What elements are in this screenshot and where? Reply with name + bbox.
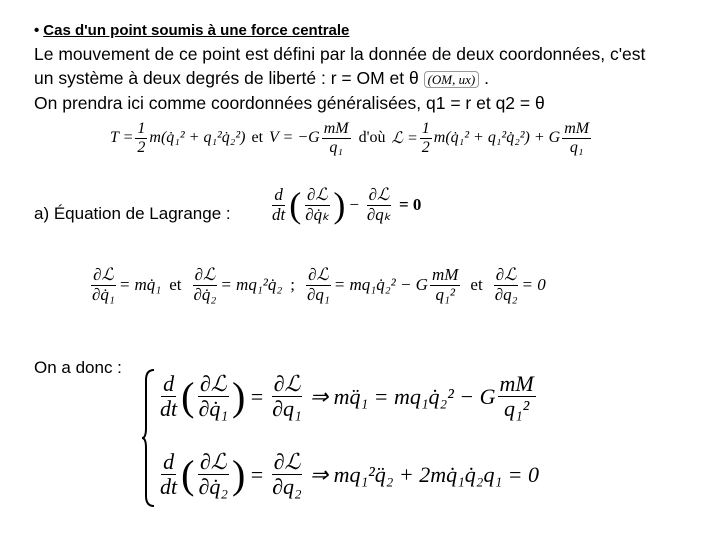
T-rhs: m(q̇₁² + q₁²q̇₂²) (149, 129, 246, 147)
left-paren: ( (289, 185, 302, 225)
partial-4: $\frac{\text{∂ℒ}}{\text{∂q₂}}$ (494, 265, 518, 304)
partial-1-rhs: = mq̇₁ (118, 275, 162, 295)
conclusion-label: On a donc : (34, 358, 122, 377)
paragraph-line-3: On prendra ici comme coordonnées généralisées, q1 = r et q2 = θ (34, 93, 545, 113)
d-dt-fraction: $\frac{d}{dt}$ (272, 184, 286, 224)
system-brace (142, 368, 156, 508)
eq1-d-dt: $\frac{d}{dt}$ (160, 371, 178, 422)
lagrange-equation (268, 184, 421, 226)
eq1-implies: ⇒ mq̈₁ = mq₁q̇₂² − G (309, 383, 496, 409)
partial-2: $\frac{\text{∂ℒ}}{\text{∂q̇₂}}$ (193, 265, 217, 304)
partial-4-rhs: = 0 (521, 275, 546, 295)
eq2-rhs-fraction: $\frac{\text{∂ℒ}}{\text{∂q₂}}$ (272, 449, 302, 500)
V-fraction: $\frac{mM}{\text{q₁}}$ (323, 120, 349, 156)
semicolon: ; (290, 275, 295, 295)
eq2-d-dt: $\frac{d}{dt}$ (160, 449, 178, 500)
V-lhs: V = −G (269, 129, 320, 147)
conclusion-equation-2 (156, 450, 539, 499)
bullet-icon: • (34, 22, 40, 39)
paragraph-line-2-text: un système à deux degrés de liberté : r = OM et θ (34, 68, 419, 88)
title-text: Cas d'un point soumis à une force centrale (43, 22, 350, 39)
lagrange-label: a) Équation de Lagrange : (34, 204, 231, 223)
L-lhs: ℒ = (391, 130, 418, 148)
et-word-2: et (470, 275, 483, 295)
eq2-implies: ⇒ mq₁²q̈₂ + 2mq̇₁q̇₂q₁ = 0 (309, 461, 539, 487)
et-word-1: et (169, 275, 182, 295)
L-fraction: $\frac{mM}{\text{q₁}}$ (564, 120, 590, 156)
paragraph-line-2 (34, 68, 489, 89)
partial-1: $\frac{\text{∂ℒ}}{\text{∂q̇₁}}$ (92, 265, 115, 304)
eq1-lhs-fraction: $\frac{\text{∂ℒ}}{\text{∂q̇₁}}$ (198, 371, 228, 422)
partial-3-fraction: $\frac{mM}{\text{q₁²}}$ (431, 265, 459, 304)
eq1-equals: = (249, 383, 265, 409)
equals-zero: = 0 (399, 195, 422, 214)
T-lhs: T = (110, 129, 134, 147)
partial-3: $\frac{\text{∂ℒ}}{\text{∂q₁}}$ (306, 265, 330, 304)
eq2-lhs-fraction: $\frac{\text{∂ℒ}}{\text{∂q̇₂}}$ (198, 449, 228, 500)
paragraph-line-1: Le mouvement de ce point est défini par la donnée de deux coordonnées, c'est (34, 44, 646, 64)
eq1-rhs-fraction: $\frac{\text{∂ℒ}}{\text{∂q₁}}$ (272, 371, 302, 422)
conclusion-equation-1 (156, 372, 538, 421)
dL-dq-fraction: $\frac{\text{∂ℒ}}{\text{∂qₖ}}$ (366, 184, 391, 224)
donc-word: d'où (358, 129, 386, 147)
partials-equation (88, 266, 546, 304)
right-paren: ) (333, 185, 346, 225)
partial-3-rhs: = mq₁q̇₂² − G (333, 275, 428, 295)
paragraph-line-2-end: . (484, 68, 489, 88)
section-title (34, 22, 349, 39)
eq1-right-paren: ) (231, 374, 246, 420)
energy-equation (110, 120, 593, 156)
half-fraction-2: $\frac{1}{2}$ (421, 120, 430, 156)
half-fraction: $\frac{1}{2}$ (137, 120, 146, 156)
L-mid: m(q̇₁² + q₁²q̇₂²) + G (433, 129, 561, 147)
partial-2-rhs: = mq₁²q̇₂ (220, 275, 283, 295)
eq2-left-paren: ( (181, 452, 195, 498)
eq2-right-paren: ) (231, 452, 246, 498)
eq1-final-fraction: $\frac{mM}{\text{q₁²}}$ (499, 371, 534, 422)
angle-notation: (OM, ux) (424, 71, 480, 88)
dL-dqdot-fraction: $\frac{\text{∂ℒ}}{\text{∂q̇ₖ}}$ (305, 184, 330, 224)
and-word: et (251, 129, 264, 147)
eq1-left-paren: ( (181, 374, 195, 420)
minus-sign: − (348, 195, 360, 214)
eq2-equals: = (249, 461, 265, 487)
